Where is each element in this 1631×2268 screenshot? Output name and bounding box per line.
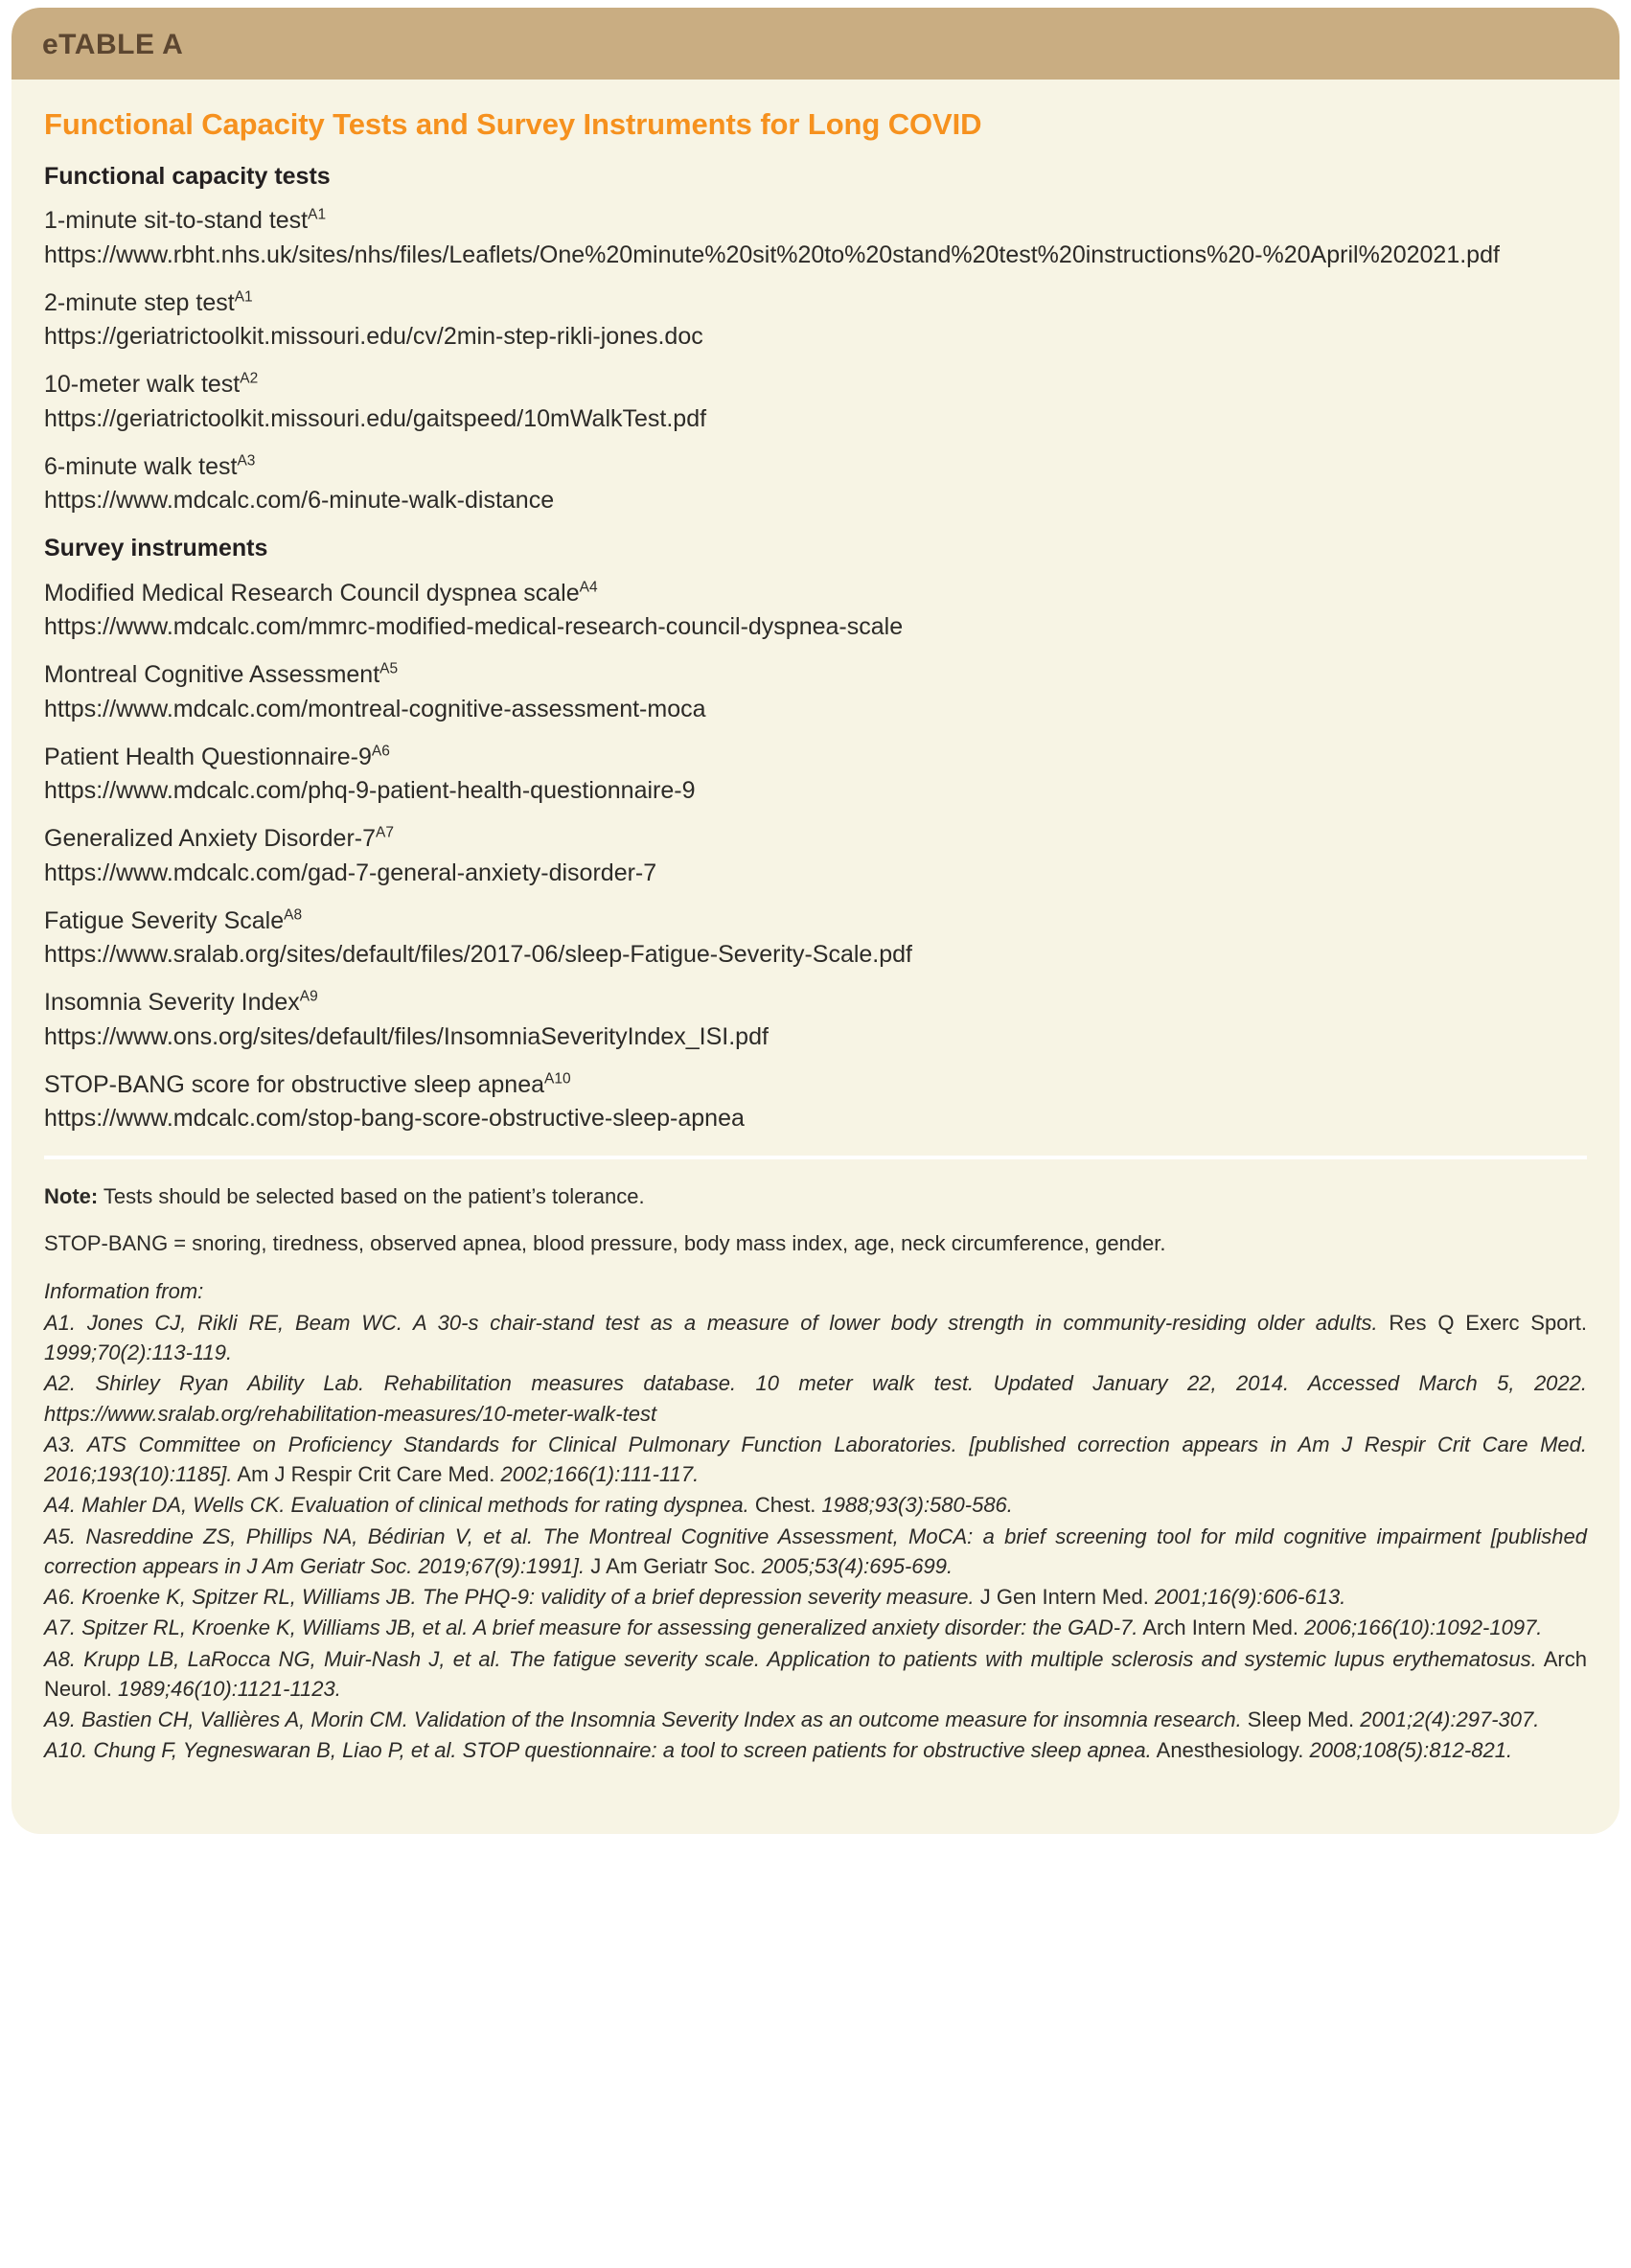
test-entry-name (44, 905, 1587, 937)
footer-divider (44, 1156, 1587, 1159)
reference-volume-pages: 2005;53(4):695-699. (761, 1553, 953, 1578)
page-root (0, 8, 1631, 2268)
test-entry-name (44, 1069, 1587, 1101)
test-entry-name-text: Generalized Anxiety Disorder-7 (44, 825, 376, 853)
reference-journal-name: Am J Respir Crit Care Med. (232, 1462, 501, 1487)
reference-item (44, 1490, 1587, 1520)
test-entry (44, 451, 1587, 517)
reference-superscript: A8 (284, 906, 303, 924)
test-entry-name-text: 6-minute walk test (44, 452, 238, 480)
reference-volume-pages: 1999;70(2):113-119. (44, 1340, 233, 1365)
test-entry-name-text: 1-minute sit-to-stand test (44, 207, 309, 235)
test-entry-name (44, 287, 1587, 319)
reference-item (44, 1582, 1587, 1612)
test-entry-url[interactable]: https://www.mdcalc.com/stop-bang-score-obstructive-sleep-apnea (44, 1105, 745, 1132)
test-entry-url[interactable]: https://www.rbht.nhs.uk/sites/nhs/files/Leaflets/One%20minute%20sit%20to%20stand%20test%20instructions%20-%20April%202021.pdf (44, 241, 1500, 268)
test-entry-url[interactable]: https://geriatrictoolkit.missouri.edu/cv/2min-step-rikli-jones.doc (44, 323, 703, 350)
reference-superscript: A6 (371, 743, 390, 760)
reference-superscript: A7 (376, 824, 394, 841)
reference-volume-pages: 1988;93(3):580-586. (821, 1493, 1013, 1518)
reference-volume-pages: 2008;108(5):812-821. (1309, 1738, 1513, 1763)
test-entry (44, 823, 1587, 889)
reference-superscript: A2 (240, 370, 259, 387)
reference-citation-text: A3. ATS Committee on Proficiency Standards for Clinical Pulmonary Function Laboratories. [published correction appears in Am J Respir Crit Care Med. 2016;193(10):1185]. (44, 1432, 1587, 1487)
card-body (11, 106, 1620, 1766)
test-entry-url[interactable]: https://www.sralab.org/sites/default/files/2017-06/sleep-Fatigue-Severity-Scale.pdf (44, 941, 913, 968)
reference-superscript: A9 (299, 988, 318, 1005)
test-entry-url[interactable]: https://www.mdcalc.com/gad-7-general-anxiety-disorder-7 (44, 859, 657, 886)
test-entry-name (44, 659, 1587, 691)
reference-journal-name: Anesthesiology. (1151, 1738, 1310, 1763)
test-entry (44, 905, 1587, 972)
reference-journal-name: J Gen Intern Med. (974, 1585, 1155, 1610)
test-entry (44, 205, 1587, 271)
reference-journal-name: Arch Intern Med. (1137, 1615, 1305, 1640)
reference-volume-pages: 2006;166(10):1092-1097. (1304, 1615, 1543, 1640)
etable-card (11, 8, 1620, 1834)
reference-volume-pages: 2001;16(9):606-613. (1154, 1585, 1346, 1610)
test-entry-url[interactable]: https://www.mdcalc.com/phq-9-patient-health-questionnaire-9 (44, 777, 696, 804)
reference-item (44, 1522, 1587, 1581)
note-label: Note: (44, 1184, 99, 1209)
etable-label: eTABLE A (42, 29, 184, 60)
information-from-label: Information from: (44, 1278, 204, 1303)
test-entry-url[interactable]: https://geriatrictoolkit.missouri.edu/gaitspeed/10mWalkTest.pdf (44, 404, 707, 432)
test-entry (44, 742, 1587, 808)
test-entry-name (44, 742, 1587, 773)
test-entry (44, 1069, 1587, 1135)
reference-journal-name: Res Q Exerc Sport. (1377, 1310, 1587, 1335)
reference-journal-name: J Am Geriatr Soc. (585, 1553, 762, 1578)
reference-superscript: A4 (579, 579, 598, 596)
test-entry (44, 987, 1587, 1053)
reference-volume-pages: 2001;2(4):297-307. (1360, 1707, 1540, 1732)
reference-citation-text: A10. Chung F, Yegneswaran B, Liao P, et al. STOP questionnaire: a tool to screen patients for obstructive sleep apnea. (44, 1738, 1152, 1763)
reference-superscript: A5 (379, 660, 399, 677)
test-entry-name (44, 451, 1587, 483)
reference-superscript: A10 (544, 1070, 571, 1088)
test-entry (44, 369, 1587, 435)
reference-volume-pages: 1989;46(10):1121-1123. (118, 1676, 341, 1701)
test-entry-name-text: Insomnia Severity Index (44, 989, 300, 1017)
section-heading: Functional capacity tests (44, 162, 331, 190)
reference-journal-name: Arch Neurol. (44, 1646, 1587, 1701)
test-entry (44, 659, 1587, 725)
page-title: Functional Capacity Tests and Survey Instruments for Long COVID (44, 107, 982, 141)
reference-citation-text: A6. Kroenke K, Spitzer RL, Williams JB. The PHQ-9: validity of a brief depression severity measure. (44, 1585, 975, 1610)
reference-citation-text: A4. Mahler DA, Wells CK. Evaluation of clinical methods for rating dyspnea. (44, 1493, 749, 1518)
test-entry (44, 578, 1587, 644)
test-entry-name-text: Fatigue Severity Scale (44, 906, 285, 934)
reference-journal-name: Sleep Med. (1241, 1707, 1361, 1732)
test-entry-url[interactable]: https://www.mdcalc.com/montreal-cognitive-assessment-moca (44, 695, 706, 722)
test-entry-name (44, 823, 1587, 855)
reference-superscript: A3 (237, 452, 256, 470)
reference-citation-text: A9. Bastien CH, Vallières A, Morin CM. Validation of the Insomnia Severity Index as an outcome measure for insomnia research. (44, 1707, 1242, 1732)
card-header-band (11, 8, 1620, 80)
test-entry-name (44, 369, 1587, 401)
reference-citation-text: A1. Jones CJ, Rikli RE, Beam WC. A 30-s chair-stand test as a measure of lower body strength in community-residing older adults. (44, 1310, 1378, 1335)
test-entry-name-text: 10-meter walk test (44, 371, 241, 399)
reference-item (44, 1368, 1587, 1428)
sections-container (44, 161, 1587, 1135)
test-entry-name-text: Patient Health Questionnaire-9 (44, 743, 372, 770)
test-entry-url[interactable]: https://www.ons.org/sites/default/files/InsomniaSeverityIndex_ISI.pdf (44, 1022, 769, 1050)
reference-item (44, 1705, 1587, 1734)
test-entry-name (44, 987, 1587, 1019)
test-entry-name-text: Montreal Cognitive Assessment (44, 661, 380, 689)
abbreviation-line: STOP-BANG = snoring, tiredness, observed apnea, blood pressure, body mass index, age, neck circumference, gender. (44, 1230, 1166, 1255)
reference-item (44, 1613, 1587, 1642)
reference-item (44, 1644, 1587, 1704)
reference-journal-name: Chest. (748, 1493, 822, 1518)
test-entry-url[interactable]: https://www.mdcalc.com/mmrc-modified-medical-research-council-dyspnea-scale (44, 613, 904, 640)
test-entry (44, 287, 1587, 354)
reference-citation-text: A5. Nasreddine ZS, Phillips NA, Bédirian V, et al. The Montreal Cognitive Assessment, MoCA: a brief screening tool for mild cognitive impairment [published correction appears in J Am Geriatr Soc. 2019;67(9):1991]. (44, 1523, 1587, 1578)
reference-volume-pages: 2002;166(1):111-117. (500, 1462, 700, 1487)
test-entry-name-text: STOP-BANG score for obstructive sleep apnea (44, 1070, 544, 1098)
reference-item (44, 1735, 1587, 1765)
test-entry-name-text: Modified Medical Research Council dyspnea scale (44, 579, 580, 607)
note-text: Tests should be selected based on the patient’s tolerance. (98, 1184, 645, 1209)
reference-citation-text: A7. Spitzer RL, Kroenke K, Williams JB, et al. A brief measure for assessing generalized anxiety disorder: the GAD-7. (44, 1615, 1138, 1640)
reference-item (44, 1308, 1587, 1367)
reference-item (44, 1430, 1587, 1489)
section-heading: Survey instruments (44, 535, 268, 562)
reference-superscript: A1 (308, 206, 327, 223)
test-entry-name (44, 578, 1587, 609)
reference-superscript: A1 (234, 288, 253, 306)
reference-list (44, 1308, 1587, 1766)
note-line (44, 1182, 1587, 1211)
reference-citation-text: A8. Krupp LB, LaRocca NG, Muir-Nash J, et al. The fatigue severity scale. Application to patients with multiple sclerosis and systemic lupus erythematosus. (44, 1646, 1537, 1671)
reference-citation-text: A2. Shirley Ryan Ability Lab. Rehabilitation measures database. 10 meter walk test. Updated January 22, 2014. Accessed March 5, 2022. https://www.sralab.org/rehabilitation-measures/10-meter-walk-test (44, 1371, 1587, 1426)
test-entry-url[interactable]: https://www.mdcalc.com/6-minute-walk-distance (44, 487, 555, 514)
test-entry-name-text: 2-minute step test (44, 288, 235, 316)
test-entry-name (44, 205, 1587, 237)
